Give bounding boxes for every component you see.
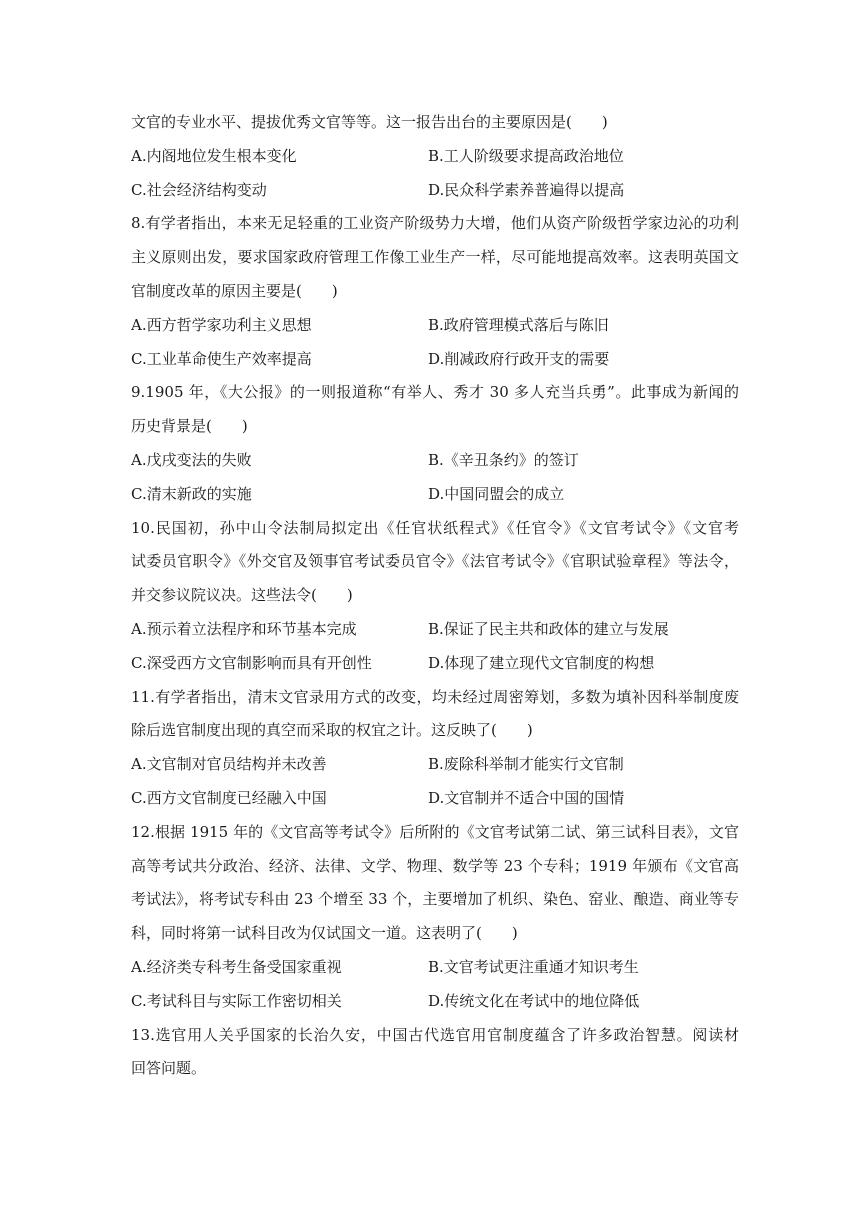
- question-12-options-row-1: [131, 951, 739, 985]
- question-8-option-a: A.西方哲学家功利主义思想: [131, 315, 312, 334]
- question-11-options-row-2: [131, 782, 739, 816]
- question-10-option-a: A.预示着立法程序和环节基本完成: [131, 619, 357, 638]
- question-9-option-c: C.清末新政的实施: [131, 484, 252, 503]
- question-11-option-c: C.西方文官制度已经融入中国: [131, 788, 327, 807]
- question-12-option-c: C.考试科目与实际工作密切相关: [131, 991, 342, 1010]
- exam-text: [131, 106, 739, 1086]
- question-8-option-b: B.政府管理模式落后与陈旧: [428, 315, 609, 334]
- question-9-option-d: D.中国同盟会的成立: [428, 484, 565, 503]
- question-9-option-a: A.戊戌变法的失败: [131, 450, 252, 469]
- question-10-option-d: D.体现了建立现代文官制度的构想: [428, 653, 655, 672]
- question-7-stem-tail: 文官的专业水平、提拔优秀文官等等。这一报告出台的主要原因是( ): [131, 113, 608, 131]
- question-8-options-row-1: [131, 309, 739, 343]
- question-12-option-d: D.传统文化在考试中的地位降低: [428, 991, 640, 1010]
- question-13-stem-line-1: 13.选官用人关乎国家的长治久安，中国古代选官用官制度蕴含了许多政治智慧。阅读材: [131, 1025, 739, 1044]
- question-10-option-b: B.保证了民主共和政体的建立与发展: [428, 619, 669, 638]
- question-12-stem-line-4: 科，同时将第一试科目改为仅试国文一道。这表明了( ): [131, 924, 518, 943]
- question-12-stem-line-3: 考试法》，将考试专科由 23 个增至 33 个，主要增加了机织、染色、窑业、酿造、商业等专: [131, 890, 739, 909]
- question-10-options-row-1: [131, 613, 739, 647]
- question-12-stem-line-1: 12.根据 1915 年的《文官高等考试令》后所附的《文官考试第二试、第三试科目表》，文官: [131, 822, 739, 841]
- question-8-options-row-2: [131, 343, 739, 377]
- question-10-stem-line-2: 试委员官职令》《外交官及领事官考试委员官令》《法官考试令》《官职试验章程》等法令，: [131, 552, 739, 571]
- question-10-stem-line-3: 并交参议院议决。这些法令( ): [131, 586, 353, 605]
- question-12-stem-line-2: 高等考试共分政治、经济、法律、文学、物理、数学等 23 个专科；1919 年颁布《文官高: [131, 856, 739, 875]
- question-7-options-row-1: [131, 140, 739, 174]
- question-8-option-c: C.工业革命使生产效率提高: [131, 349, 312, 368]
- question-13-stem-line-2: 回答问题。: [131, 1059, 207, 1078]
- question-9-options-row-2: [131, 478, 739, 512]
- question-11-option-b: B.废除科举制才能实行文官制: [428, 755, 624, 774]
- question-9-stem-line-2: 历史背景是( ): [131, 417, 248, 436]
- question-12-option-b: B.文官考试更注重通才知识考生: [428, 957, 639, 976]
- question-8-stem-line-3: 官制度改革的原因主要是( ): [131, 281, 338, 300]
- question-8-stem-line-1: 8.有学者指出，本来无足轻重的工业资产阶级势力大增，他们从资产阶级哲学家边沁的功利: [131, 214, 739, 233]
- question-7-option-c: C.社会经济结构变动: [131, 180, 267, 199]
- question-8-option-d: D.削减政府行政开支的需要: [428, 349, 610, 368]
- question-11-stem-line-2: 除后选官制度出现的真空而采取的权宜之计。这反映了( ): [131, 721, 533, 740]
- question-7-options-row-2: [131, 174, 739, 208]
- question-11-stem-line-1: 11.有学者指出，清末文官录用方式的改变，均未经过周密筹划，多数为填补因科举制度废: [131, 687, 739, 706]
- question-10-option-c: C.深受西方文官制影响而具有开创性: [131, 653, 372, 672]
- question-9-stem-line-1: 9.1905 年，《大公报》的一则报道称“有举人、秀才 30 多人充当兵勇”。此事成为新闻的: [131, 383, 739, 402]
- question-11-option-d: D.文官制并不适合中国的国情: [428, 788, 625, 807]
- question-11-options-row-1: [131, 748, 739, 782]
- question-7-option-a: A.内阁地位发生根本变化: [131, 146, 297, 165]
- question-10-options-row-2: [131, 647, 739, 681]
- question-9-option-b: B.《辛丑条约》的签订: [428, 450, 579, 469]
- question-8-stem-line-2: 主义原则出发，要求国家政府管理工作像工业生产一样，尽可能地提高效率。这表明英国文: [131, 248, 739, 267]
- question-12-option-a: A.经济类专科考生备受国家重视: [131, 957, 342, 976]
- question-11-option-a: A.文官制对官员结构并未改善: [131, 755, 327, 774]
- question-7-option-b: B.工人阶级要求提高政治地位: [428, 146, 624, 165]
- question-9-options-row-1: [131, 444, 739, 478]
- question-10-stem-line-1: 10.民国初，孙中山令法制局拟定出《任官状纸程式》《任官令》《文官考试令》《文官考: [131, 518, 739, 537]
- question-7-option-d: D.民众科学素养普遍得以提高: [428, 180, 625, 199]
- question-12-options-row-2: [131, 985, 739, 1019]
